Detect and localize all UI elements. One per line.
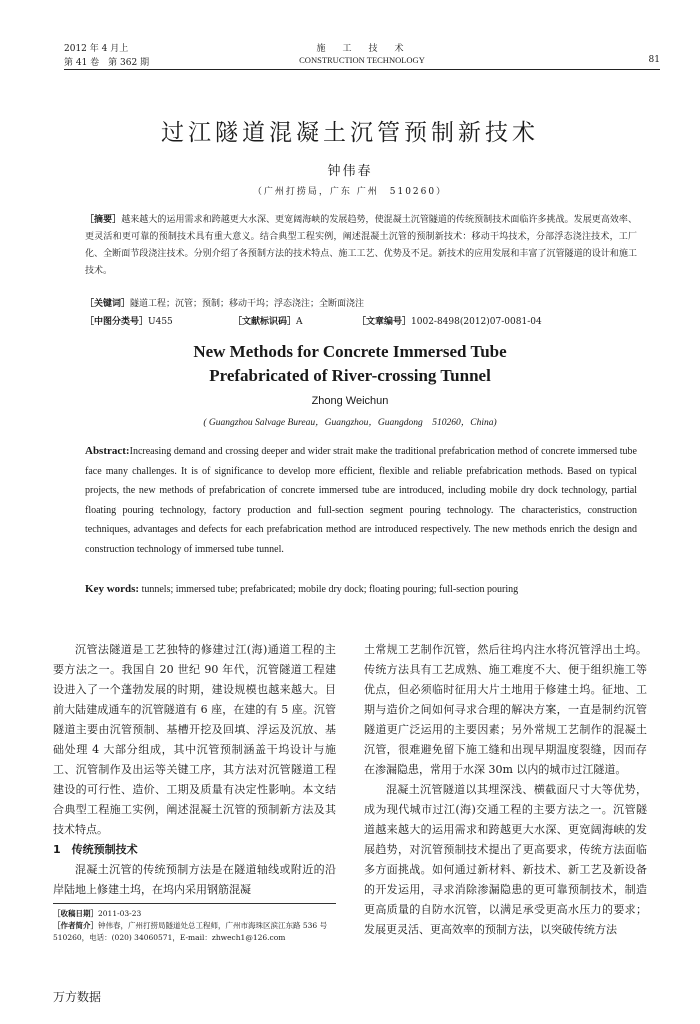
abstract-cn-label: ［摘要］ <box>85 215 122 225</box>
keywords-cn <box>85 296 637 309</box>
keywords-en-text: tunnels; immersed tube; prefabricated; mobile dry dock; floating pouring; full-section pouring <box>141 584 519 595</box>
keywords-cn-text: 隧道工程；沉管；预制；移动干坞；浮态浇注；全断面浇注 <box>130 299 365 309</box>
page-number: 81 <box>648 55 660 65</box>
body-paragraph: 混凝土沉管隧道以其埋深浅、横截面尺寸大等优势，成为现代城市过江(海)交通工程的主要方法之一。沉管隧道越来越大的运用需求和跨越更大水深、更宽阔海峡的发展趋势，对沉管预制技术提出了更高要求，传统方法面临多方面挑战。如何通过新材料、新技术、新工艺及新设备的开发运用，寻求消除渗漏隐患的更可靠预制技术，制造更高质量的自防水沉管，以满足承受更高水压力的要求；发展更灵活、更高效率的预制方法，以突破传统方法 <box>364 783 647 936</box>
affiliation-en: ( Guangzhou Salvage Bureau，Guangzhou，Guangdong 510260，China) <box>203 418 497 428</box>
classification-line <box>85 314 637 328</box>
journal-title-en: CONSTRUCTION TECHNOLOGY <box>299 55 425 65</box>
body-paragraph: 土常规工艺制作沉管，然后往坞内注水将沉管浮出土坞。传统方法具有工艺成熟、施工难度不大、便于组织施工等优点，但必须临时征用大片土地用于修建土坞。征地、工期与造价之间如何寻求合理的解决方案，一直是制约沉管隧道更广泛运用的主要因素；另外常规工艺制作的混凝土沉管，很难避免留下施工缝和出现早期温度裂缝，因而存在渗漏隐患，常用于水深 30m 以内的城市过江隧道。 <box>364 643 647 776</box>
body-paragraph: 混凝土沉管的传统预制方法是在隧道轴线或附近的沿岸陆地上修建土坞，在坞内采用钢筋混凝 <box>53 863 336 896</box>
article-title-en <box>0 340 700 388</box>
article-title-cn: 过江隧道混凝土沉管预制新技术 <box>161 120 539 146</box>
keywords-cn-label: ［关键词］ <box>85 299 131 309</box>
body-column-right <box>364 640 647 940</box>
volume-issue: 第 41 卷 第 362 期 <box>64 58 150 68</box>
author-bio: ［作者简介］钟伟春，广州打捞局隧道处总工程师，广州市海珠区滨江东路 536 号 510260，电话：(020) 34060571，E-mail：zhwech1@126.com <box>53 921 335 942</box>
keywords-en <box>85 580 637 600</box>
abstract-en-label: Abstract: <box>85 445 130 457</box>
section-heading: 1 传统预制技术 <box>53 843 138 856</box>
footnote <box>53 903 336 944</box>
abstract-en-text: Increasing demand and crossing deeper and wider strait make the traditional prefabrication method of concrete immersed tube face many challenges. It is of significance to develop more efficient, flexible and reliable prefabrication methods. Based on typical projects, the new methods of prefabrication of concrete immersed tube are introduced, including mobile dry dock technology, partial floating pouring technology, factory production and full-section segment pouring technology. The characteristics, construction techniques, advantages and defects for each prefabrication method are introduced respectively. The new methods enrich the design and construction technology of immersed tube tunnel. <box>85 446 637 555</box>
issue-date: 2012 年 4 月上 <box>64 44 129 54</box>
body-paragraph: 沉管法隧道是工艺独特的修建过江(海)通道工程的主要方法之一。我国自 20 世纪 90 年代，沉管隧道工程建设进入了一个蓬勃发展的时期，建设规模也越来越大。目前大陆建成通车的沉管隧道有 6 座，在建的有 5 座。沉管隧道主要由沉管预制、基槽开挖及回填、浮运及沉放、基础处理 4 大部分组成，其中沉管预制涵盖干坞设计与施工、沉管制作及出运等关键工序，其方法对沉管隧道工程建设的可行性、造价、工期及质量有决定性影响。本文结合典型工程施工实例，阐述混凝土沉管的预制新方法及其技术特点。 <box>53 643 336 836</box>
author-name-cn: 钟伟春 <box>327 164 373 179</box>
watermark: 万方数据 <box>53 990 102 1004</box>
abstract-cn <box>85 212 637 280</box>
running-header <box>64 41 660 70</box>
journal-title-cn: 施 工 技 术 <box>316 44 408 54</box>
abstract-cn-text: 越来越大的运用需求和跨越更大水深、更宽阔海峡的发展趋势，使混凝土沉管隧道的传统预制技术面临许多挑战。发展更高效率、更灵活和更可靠的预制技术具有重大意义。结合典型工程实例，阐述混凝土沉管的预制新技术：移动干坞技术，分部浮态浇注技术，工厂化、全断面节段浇注技术。分别介绍了各预制方法的技术特点、施工工艺、优势及不足。新技术的应用发展和丰富了沉管隧道的设计和施工技术。 <box>85 215 637 276</box>
author-name-en: Zhong Weichun <box>311 395 389 407</box>
abstract-en <box>85 442 637 559</box>
received-date: ［收稿日期］2011-03-23 <box>53 909 142 918</box>
article-title-en-line2: Prefabricated of River-crossing Tunnel <box>209 366 491 385</box>
keywords-en-label: Key words: <box>85 583 140 595</box>
body-column-left <box>53 640 336 900</box>
clc-number: ［中图分类号］U455 <box>85 317 173 327</box>
article-number: ［文章编号］1002-8498(2012)07-0081-04 <box>357 317 542 327</box>
affiliation-cn: （广州打捞局，广东 广州 510260） <box>252 187 448 197</box>
article-title-en-line1: New Methods for Concrete Immersed Tube <box>193 342 507 361</box>
document-code: ［文献标识码］A <box>233 317 303 327</box>
